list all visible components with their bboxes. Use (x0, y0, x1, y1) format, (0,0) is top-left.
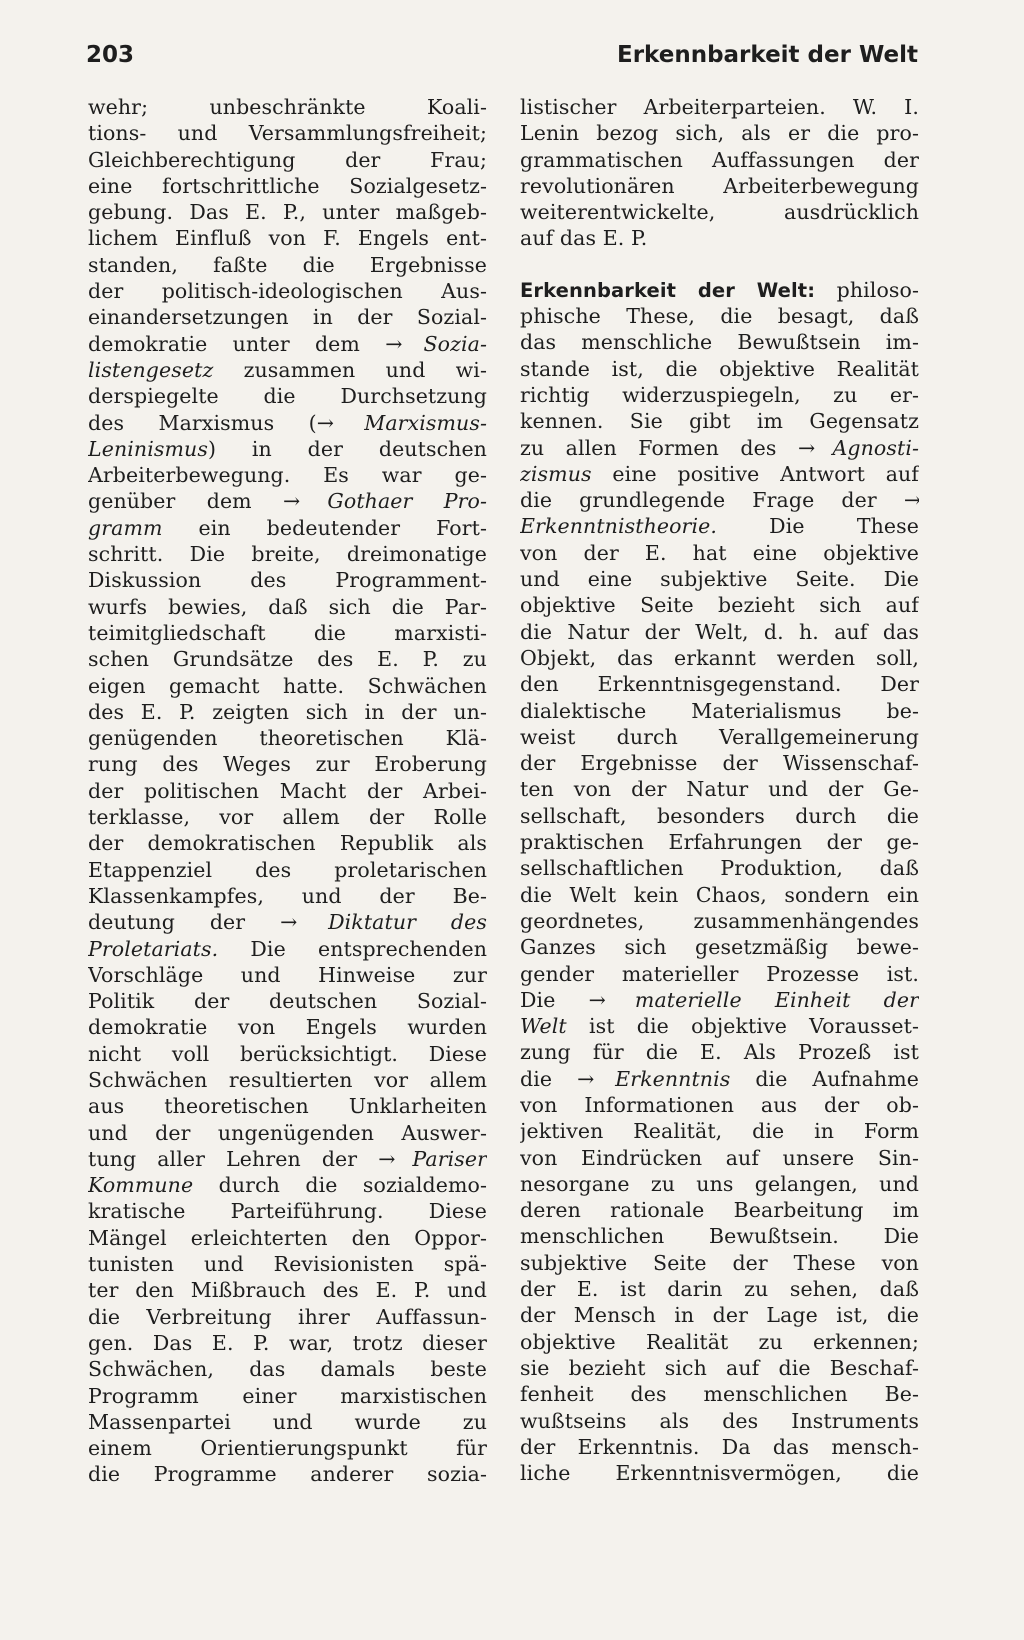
text-segment: der politischen Macht der Arbei- (88, 778, 487, 803)
text-line (88, 1146, 487, 1172)
text-line (88, 1277, 487, 1303)
text-segment: das menschliche Bewußtsein im- (520, 330, 919, 355)
text-line (520, 1013, 919, 1039)
text-segment: Die (520, 987, 589, 1012)
text-line (88, 304, 487, 330)
text-line (88, 94, 487, 120)
text-line (520, 1197, 919, 1223)
text-segment: praktischen Erfahrungen der ge- (520, 830, 919, 855)
text-line (88, 1330, 487, 1356)
text-line (88, 173, 487, 199)
text-line (520, 382, 919, 408)
paragraph-gap (520, 252, 919, 277)
text-line (88, 725, 487, 751)
text-segment: der Ergebnisse der Wissenschaf- (520, 751, 919, 776)
text-segment: revolutionären Arbeiterbewegung (520, 173, 919, 198)
text-line (88, 857, 487, 883)
cross-reference-term: Leninismus (88, 436, 208, 461)
text-segment: tung aller Lehren der (88, 1146, 379, 1171)
text-line (88, 1067, 487, 1093)
cross-reference-term: Kommune (88, 1173, 194, 1198)
text-segment: der Mensch in der Lage ist, die (520, 1303, 919, 1328)
text-line (88, 567, 487, 593)
text-line (88, 830, 487, 856)
text-line (520, 803, 919, 829)
text-segment: eigen gemacht hatte. Schwächen (88, 673, 487, 698)
text-line (520, 94, 919, 120)
text-segment: nicht voll berücksichtigt. Diese (88, 1041, 487, 1066)
text-segment: ein bedeutender Fort- (162, 515, 487, 540)
text-segment: eine positive Antwort auf (591, 461, 919, 486)
cross-reference-arrow-icon: → (283, 489, 328, 514)
cross-reference-term: gramm (88, 515, 163, 540)
text-segment: geordnetes, zusammenhängendes (520, 908, 919, 933)
text-segment: und eine subjektive Seite. Die (520, 567, 919, 592)
text-segment: der Erkenntnis. Da das mensch- (520, 1434, 919, 1459)
text-line (88, 751, 487, 777)
text-line (520, 173, 919, 199)
text-line (520, 277, 919, 303)
text-segment: des Marxismus ( (88, 410, 317, 435)
text-line (88, 699, 487, 725)
cross-reference-term: listengesetz (88, 357, 214, 382)
text-segment: menschlichen Bewußtsein. Die (520, 1224, 919, 1249)
text-line (520, 1223, 919, 1249)
text-line (520, 540, 919, 566)
text-segment: genügenden theoretischen Klä- (88, 726, 487, 751)
text-segment: schritt. Die breite, dreimonatige (88, 542, 487, 567)
text-line (520, 1302, 919, 1328)
cross-reference-term: Proletariats. (88, 936, 219, 961)
text-segment: jektiven Realität, die in Form (520, 1119, 919, 1144)
text-segment: von Informationen aus der ob- (520, 1092, 919, 1117)
running-title: Erkennbarkeit der Welt (616, 42, 918, 68)
text-segment: derspiegelte die Durchsetzung (88, 384, 487, 409)
text-line (88, 778, 487, 804)
cross-reference-term: Marxismus- (364, 410, 487, 435)
text-line (520, 199, 919, 225)
text-line (520, 225, 919, 251)
cross-reference-term: materielle Einheit der (634, 987, 919, 1012)
text-line (88, 1383, 487, 1409)
text-segment: Schwächen resultierten vor allem (88, 1067, 487, 1092)
text-line (520, 619, 919, 645)
text-line (520, 908, 919, 934)
text-segment: listischer Arbeiterparteien. W. I. (520, 95, 919, 119)
cross-reference-term: Gothaer Pro- (327, 489, 487, 514)
text-line (88, 1461, 487, 1487)
text-line (520, 961, 919, 987)
text-segment: genüber dem (88, 489, 284, 514)
text-line (88, 646, 487, 672)
text-line (88, 120, 487, 146)
cross-reference-term: Erkenntnistheorie. (520, 514, 717, 539)
text-segment: ) in der deutschen (207, 436, 487, 461)
cross-reference-arrow-icon: → (280, 910, 329, 935)
cross-reference-term: zismus (520, 461, 592, 486)
text-line (520, 645, 919, 671)
text-line (88, 1409, 487, 1435)
text-line (88, 488, 487, 514)
text-segment: tions- und Versammlungsfreiheit; (88, 121, 487, 146)
text-segment: demokratie von Engels wurden (88, 1015, 487, 1040)
cross-reference-term: Pariser (412, 1146, 487, 1171)
text-segment: dialektische Materialismus be- (520, 698, 919, 723)
text-line (88, 988, 487, 1014)
text-line (520, 698, 919, 724)
text-segment: sellschaftlichen Produktion, daß (520, 856, 919, 881)
text-line (520, 882, 919, 908)
text-line (520, 1329, 919, 1355)
text-segment: wußtseins als des Instruments (520, 1408, 919, 1433)
text-line (520, 487, 919, 513)
text-line (88, 1356, 487, 1382)
text-segment: lichem Einfluß von F. Engels ent- (88, 226, 487, 251)
text-line (88, 1198, 487, 1224)
text-line (88, 909, 487, 935)
cross-reference-arrow-icon: → (316, 410, 365, 435)
text-segment: Schwächen, das damals beste (88, 1357, 487, 1382)
page-header (86, 42, 918, 68)
cross-reference-term: Welt (520, 1014, 567, 1039)
text-segment: kratische Parteiführung. Diese (88, 1199, 487, 1224)
text-segment: einem Orientierungspunkt für (88, 1436, 487, 1461)
text-line (88, 331, 487, 357)
text-segment: einandersetzungen in der Sozial- (88, 305, 487, 330)
text-segment: wurfs bewies, daß sich die Par- (88, 594, 487, 619)
text-segment: phische These, die besagt, daß (520, 304, 919, 329)
text-segment: sellschaft, besonders durch die (520, 803, 919, 828)
text-segment: subjektive Seite der These von (520, 1250, 919, 1275)
text-segment: die Aufnahme (730, 1066, 919, 1091)
text-segment: Gleichberechtigung der Frau; (88, 147, 487, 172)
text-line (88, 936, 487, 962)
text-line (520, 1355, 919, 1381)
text-segment: Ganzes sich gesetzmäßig bewe- (520, 935, 919, 960)
text-line (520, 592, 919, 618)
text-line (88, 883, 487, 909)
text-line (88, 673, 487, 699)
text-line (88, 1304, 487, 1330)
text-segment: die grundlegende Frage der (520, 488, 904, 513)
text-line (520, 855, 919, 881)
text-line (88, 225, 487, 251)
text-segment: Klassenkampfes, und der Be- (88, 883, 487, 908)
text-line (520, 303, 919, 329)
text-segment: der demokratischen Republik als (88, 831, 487, 856)
text-segment: der politisch-ideologischen Aus- (88, 279, 487, 304)
text-segment: Vorschläge und Hinweise zur (88, 962, 487, 987)
cross-reference-arrow-icon: → (577, 1066, 616, 1091)
text-segment: objektive Seite bezieht sich auf (520, 593, 919, 618)
text-line (88, 1435, 487, 1461)
text-line (520, 1118, 919, 1144)
text-line (88, 436, 487, 462)
text-segment: gender materieller Prozesse ist. (520, 961, 919, 986)
text-line (88, 357, 487, 383)
text-segment: deren rationale Bearbeitung im (520, 1198, 919, 1223)
text-line (88, 1041, 487, 1067)
cross-reference-term: Agnosti- (832, 435, 919, 460)
text-line (88, 1251, 487, 1277)
text-segment: fenheit des menschlichen Be- (520, 1382, 919, 1407)
text-line (520, 724, 919, 750)
text-segment: den Erkenntnisgegenstand. Der (520, 672, 919, 697)
text-line (520, 750, 919, 776)
text-segment: tunisten und Revisionisten spä- (88, 1252, 487, 1277)
text-segment: von Eindrücken auf unsere Sin- (520, 1145, 919, 1170)
text-segment: Mängel erleichterten den Oppor- (88, 1225, 487, 1250)
text-line (88, 252, 487, 278)
text-line (520, 1381, 919, 1407)
cross-reference-arrow-icon: → (385, 331, 424, 356)
text-line (520, 829, 919, 855)
text-line (88, 1225, 487, 1251)
text-segment: Die These (716, 514, 919, 539)
text-line (520, 1250, 919, 1276)
text-line (88, 199, 487, 225)
text-line (520, 408, 919, 434)
text-segment: Etappenziel des proletarischen (88, 857, 487, 882)
cross-reference-term: Erkenntnis (615, 1066, 731, 1091)
text-segment: nesorgane zu uns gelangen, und (520, 1171, 919, 1196)
text-segment: weiterentwickelte, ausdrücklich (520, 200, 919, 225)
text-segment: der E. ist darin zu sehen, daß (520, 1277, 919, 1302)
text-segment: philoso- (815, 277, 919, 302)
text-segment: Lenin bezog sich, als er die pro- (520, 121, 919, 146)
text-segment: sie bezieht sich auf die Beschaf- (520, 1355, 919, 1380)
text-line (520, 776, 919, 802)
text-segment: grammatischen Auffassungen der (520, 147, 919, 172)
text-line (520, 147, 919, 173)
text-segment: wehr; unbeschränkte Koali- (88, 95, 487, 119)
text-line (520, 1145, 919, 1171)
text-line (520, 513, 919, 539)
text-segment: ten von der Natur und der Ge- (520, 777, 919, 802)
text-segment: die (520, 1066, 578, 1091)
text-segment: aus theoretischen Unklarheiten (88, 1094, 487, 1119)
text-segment: die Natur der Welt, d. h. auf das (520, 619, 919, 644)
text-line (520, 1434, 919, 1460)
text-line (520, 1066, 919, 1092)
text-line (88, 147, 487, 173)
text-line (88, 278, 487, 304)
text-line (88, 410, 487, 436)
text-line (520, 1408, 919, 1434)
text-line (88, 594, 487, 620)
text-segment: Diskussion des Programment- (88, 568, 487, 593)
text-line (520, 1276, 919, 1302)
text-segment: liche Erkenntnisvermögen, die (520, 1461, 919, 1486)
text-line (520, 934, 919, 960)
cross-reference-arrow-icon: → (797, 435, 833, 460)
text-line (88, 1014, 487, 1040)
text-segment: die Programme anderer sozia- (88, 1462, 487, 1487)
text-line (88, 515, 487, 541)
text-segment: objektive Realität zu erkennen; (520, 1329, 919, 1354)
text-segment: des E. P. zeigten sich in der un- (88, 699, 487, 724)
text-segment: richtig widerzuspiegeln, zu er- (520, 382, 919, 407)
page-number: 203 (86, 42, 135, 68)
text-segment: eine fortschrittliche Sozialgesetz- (88, 173, 487, 198)
text-segment: ter den Mißbrauch des E. P. und (88, 1278, 487, 1303)
text-segment: von der E. hat eine objektive (520, 540, 919, 565)
text-segment: Arbeiterbewegung. Es war ge- (88, 463, 487, 488)
text-segment: die Verbreitung ihrer Auffassun- (88, 1304, 487, 1329)
text-segment: auf das E. P. (520, 226, 648, 251)
text-segment: deutung der (88, 910, 281, 935)
cross-reference-arrow-icon: → (588, 987, 635, 1012)
text-segment: kennen. Sie gibt im Gegensatz (520, 409, 919, 434)
text-line (520, 1039, 919, 1065)
text-line (88, 620, 487, 646)
text-segment: schen Grundsätze des E. P. zu (88, 647, 487, 672)
text-line (520, 1171, 919, 1197)
text-line (520, 461, 919, 487)
text-segment: zusammen und wi- (213, 357, 487, 382)
text-line (520, 671, 919, 697)
text-segment: gen. Das E. P. war, trotz dieser (88, 1330, 487, 1355)
text-line (88, 383, 487, 409)
text-line (520, 329, 919, 355)
text-line (520, 1092, 919, 1118)
right-text-column (520, 94, 919, 1486)
text-line (88, 462, 487, 488)
text-segment: durch die sozialdemo- (193, 1173, 487, 1198)
text-segment: teimitgliedschaft die marxisti- (88, 620, 487, 645)
text-line (520, 1460, 919, 1486)
text-segment: standen, faßte die Ergebnisse (88, 252, 487, 277)
text-line (520, 987, 919, 1013)
left-text-column (88, 94, 487, 1488)
text-segment: zu allen Formen des (520, 435, 798, 460)
text-line (88, 1120, 487, 1146)
text-segment: die Welt kein Chaos, sondern ein (520, 882, 919, 907)
text-line (88, 1093, 487, 1119)
text-segment: Politik der deutschen Sozial- (88, 989, 487, 1014)
text-segment: weist durch Verallgemeinerung (520, 724, 919, 749)
text-line (520, 120, 919, 146)
text-segment: gebung. Das E. P., unter maßgeb- (88, 200, 487, 225)
text-segment: und der ungenügenden Auswer- (88, 1120, 487, 1145)
cross-reference-arrow-icon: → (903, 488, 919, 513)
text-line (520, 356, 919, 382)
text-segment: demokratie unter dem (88, 331, 386, 356)
cross-reference-arrow-icon: → (378, 1146, 413, 1171)
text-segment: zung für die E. Als Prozeß ist (520, 1040, 919, 1065)
text-line (88, 541, 487, 567)
text-line (520, 435, 919, 461)
text-line (88, 962, 487, 988)
text-segment: rung des Weges zur Eroberung (88, 752, 487, 777)
text-line (88, 1172, 487, 1198)
text-segment: ist die objektive Vorausset- (566, 1014, 919, 1039)
text-segment: stande ist, die objektive Realität (520, 356, 919, 381)
text-segment: Massenpartei und wurde zu (88, 1409, 487, 1434)
text-segment: Die entsprechenden (218, 936, 487, 961)
text-line (88, 804, 487, 830)
text-line (520, 566, 919, 592)
cross-reference-term: Diktatur des (328, 910, 487, 935)
text-segment: terklasse, vor allem der Rolle (88, 805, 487, 830)
cross-reference-term: Sozia- (423, 331, 487, 356)
text-segment: Objekt, das erkannt werden soll, (520, 645, 919, 670)
text-segment: Programm einer marxistischen (88, 1383, 487, 1408)
entry-headword: Erkennbarkeit der Welt: (520, 278, 816, 302)
